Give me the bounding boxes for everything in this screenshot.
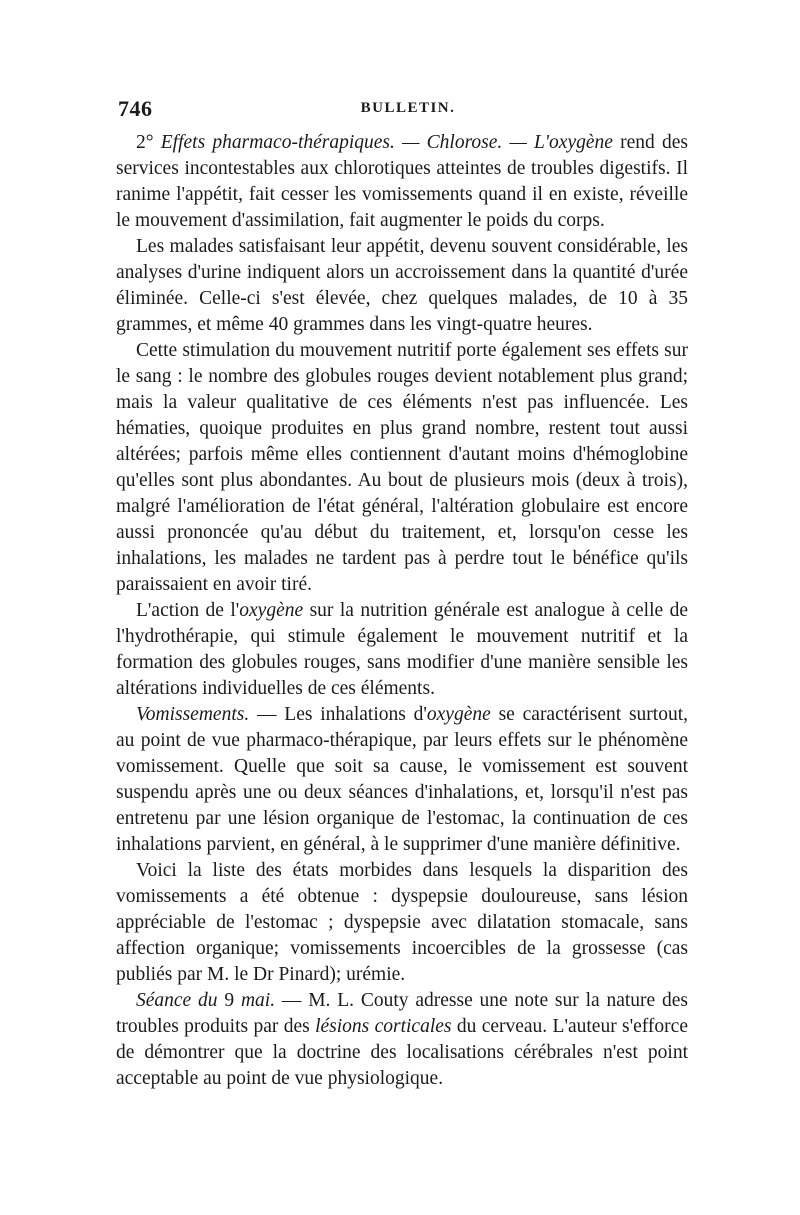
paragraph-text: Cette stimulation du mouvement nutritif porte également ses effets sur le sang : le nombre des globules rouges devient notablement plus grand; mais la valeur qualitative de ces éléments n'est pas influencée. Les hématies, quoique produites en plus grand nombre, restent tout aussi altérées; parfois même elles contiennent d'autant moins d'hémoglobine qu'elles sont plus abondantes. Au bout de plusieurs mois (deux à trois), malgré l'amélioration de l'état général, l'altération globulaire est encore aussi prononcée qu'au début du traitement, et, lorsqu'on cesse les inhalations, les malades ne tardent pas à perdre tout le bénéfice qu'ils paraissaient en avoir tiré. bbox=[116, 340, 688, 595]
paragraph-text: — M. L. Couty adresse une note sur la nature des troubles produits par des bbox=[116, 990, 688, 1037]
paragraph-seance bbox=[116, 988, 688, 1092]
body-text bbox=[116, 130, 688, 1092]
page-number: 746 bbox=[118, 96, 153, 121]
italic-term: lésions corticales bbox=[315, 1016, 452, 1037]
paragraph-vomissements bbox=[116, 702, 688, 858]
session-heading: Séance du bbox=[136, 990, 218, 1011]
session-date: 9 bbox=[217, 990, 241, 1011]
running-title: BULLETIN. bbox=[360, 100, 456, 116]
paragraph-text: du cerveau. L'auteur s'efforce de démontrer que la doctrine des localisations cérébrales n'est point acceptable au point de vue physiologique. bbox=[116, 1016, 688, 1089]
paragraph-chlorose bbox=[116, 130, 688, 234]
italic-term: oxygène bbox=[239, 600, 304, 621]
section-heading: Vomissements. bbox=[136, 704, 250, 725]
section-heading: Effets pharmaco-thérapiques. — Chlorose. — L'oxygène bbox=[160, 132, 613, 153]
session-month: mai. bbox=[240, 990, 276, 1011]
paragraph-text: se caractérisent surtout, au point de vue pharmaco-thérapique, par leurs effets sur le phénomène vomissement. Quelle que soit sa cause, le vomissement est souvent suspendu après une ou deux séances d'inhalations, et, lorsqu'il n'est pas entretenu par une lésion organique de l'estomac, la continuation de ces inhalations parvient, en général, à le supprimer d'une manière définitive. bbox=[116, 704, 688, 855]
paragraph-uree bbox=[116, 234, 688, 338]
paragraph-text: L'action de l' bbox=[136, 600, 240, 621]
section-number: 2° bbox=[136, 132, 161, 153]
paragraph-text: sur la nutrition générale est analogue à celle de l'hydrothérapie, qui stimule également le mouvement nutritif et la formation des globules rouges, sans modifier d'une manière sensible les altérations individuelles de ces éléments. bbox=[116, 600, 688, 699]
italic-term: oxygène bbox=[426, 704, 491, 725]
paragraph-text: Les malades satisfaisant leur appétit, devenu souvent considérable, les analyses d'urine indiquent alors un accroissement dans la quantité d'urée éliminée. Celle-ci s'est élevée, chez quelques malades, de 10 à 35 grammes, et même 40 grammes dans les vingt-quatre heures. bbox=[116, 236, 688, 335]
paragraph-text: — Les inhalations d' bbox=[249, 704, 427, 725]
paragraph-globules bbox=[116, 338, 688, 598]
paragraph-liste bbox=[116, 858, 688, 988]
paragraph-text: rend des services incontestables aux chlorotiques atteintes de troubles digestifs. Il ranime l'appétit, fait cesser les vomissements quand il en existe, réveille le mouvement d'assimilation, fait augmenter le poids du corps. bbox=[116, 132, 688, 231]
paragraph-hydrotherapie bbox=[116, 598, 688, 702]
running-head bbox=[118, 96, 698, 122]
paragraph-text: Voici la liste des états morbides dans lesquels la disparition des vomissements a été obtenue : dyspepsie douloureuse, sans lésion appréciable de l'estomac ; dyspepsie avec dilatation stomacale, sans affection organique; vomissements incoercibles de la grossesse (cas publiés par M. le Dr Pinard); urémie. bbox=[116, 860, 688, 985]
